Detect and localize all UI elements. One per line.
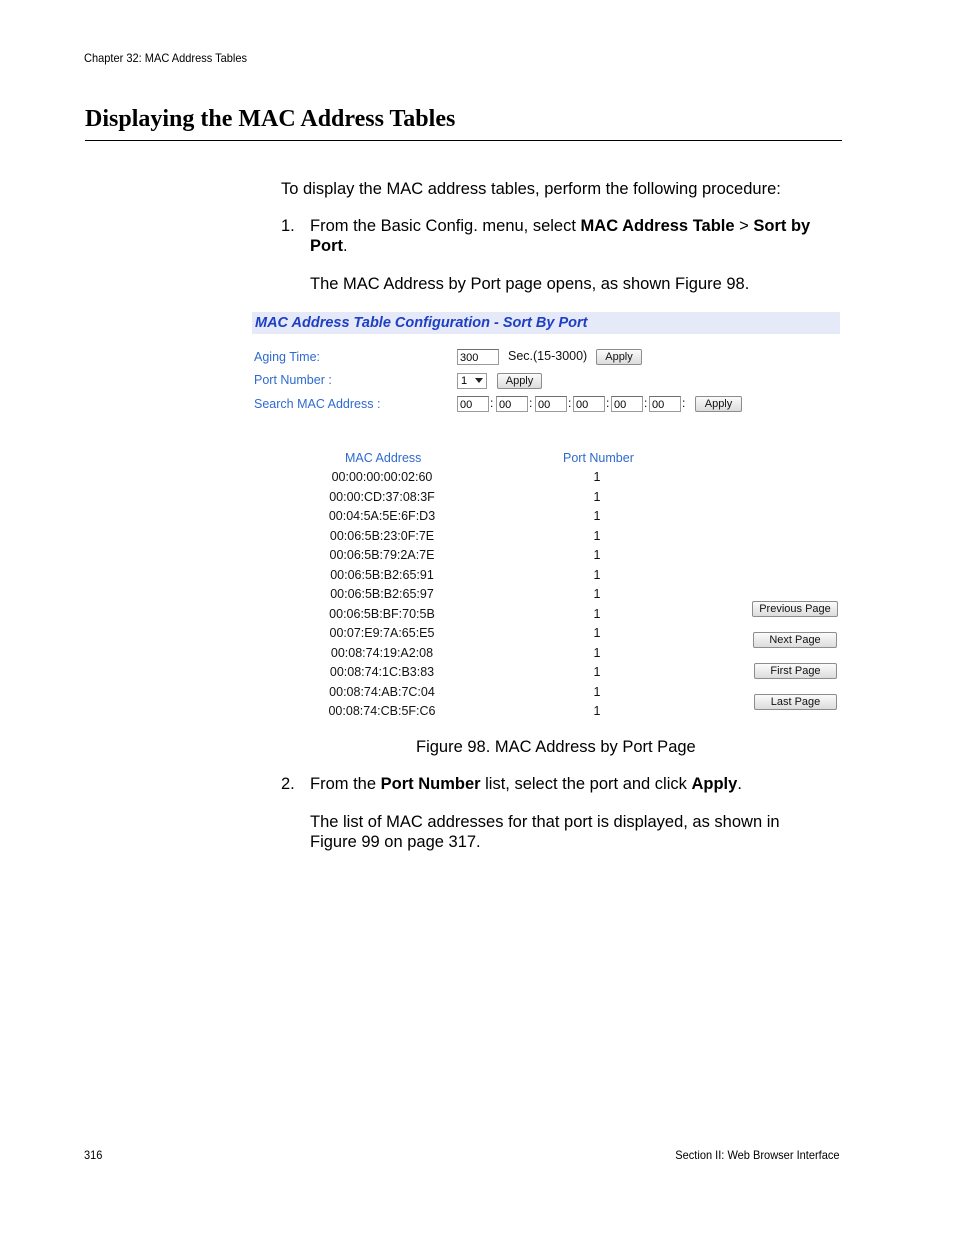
table-row — [322, 646, 672, 666]
search-mac-octet-1[interactable]: 00 — [457, 396, 489, 412]
port-number-value: 1 — [461, 375, 468, 387]
port-cell: 1 — [593, 470, 601, 484]
table-row — [322, 529, 672, 549]
step-2-post: . — [737, 775, 742, 793]
chevron-down-icon — [475, 378, 483, 383]
port-cell: 1 — [593, 684, 601, 699]
port-number-select[interactable] — [457, 373, 487, 389]
mac-cell: 00:06:5B:23:0F:7E — [329, 528, 435, 543]
step-2-mid: list, select the port and click — [480, 775, 692, 793]
octet-separator: : — [529, 396, 533, 410]
aging-apply-button[interactable]: Apply — [596, 349, 642, 365]
step-1-number: 1. — [281, 217, 295, 235]
mac-cell: 00:06:5B:B2:65:97 — [330, 587, 434, 601]
next-page-button[interactable]: Next Page — [753, 632, 837, 648]
step-2-button-name: Apply — [691, 775, 738, 793]
last-page-button[interactable]: Last Page — [754, 694, 837, 710]
aging-time-label: Aging Time: — [254, 350, 321, 364]
table-row — [322, 568, 672, 588]
mac-cell: 00:04:5A:5E:6F:D3 — [328, 509, 436, 523]
port-cell: 1 — [593, 548, 601, 562]
step-1-post: . — [343, 237, 348, 255]
table-row — [322, 548, 672, 568]
aging-time-unit: Sec.(15-3000) — [508, 349, 588, 363]
first-page-button[interactable]: First Page — [754, 663, 837, 679]
search-mac-octet-6[interactable]: 00 — [649, 396, 681, 412]
search-mac-label: Search MAC Address : — [254, 397, 381, 411]
table-row — [322, 509, 672, 529]
table-row — [322, 626, 672, 646]
step-1-result: The MAC Address by Port page opens, as shown Figure 98. — [310, 275, 750, 293]
port-cell: 1 — [593, 645, 601, 660]
step-2-number: 2. — [281, 775, 295, 793]
config-panel-header: MAC Address Table Configuration - Sort By Port — [252, 312, 840, 334]
table-row — [322, 607, 672, 627]
column-header-mac: MAC Address — [345, 451, 422, 465]
running-header: Chapter 32: MAC Address Tables — [84, 51, 248, 65]
step-2-field-name: Port Number — [380, 775, 481, 793]
table-row — [322, 470, 672, 490]
aging-time-input[interactable]: 300 — [457, 349, 499, 365]
step-2-result: The list of MAC addresses for that port is displayed, as shown in Figure 99 on page 317. — [310, 813, 780, 851]
mac-cell: 00:06:5B:BF:70:5B — [329, 606, 435, 621]
figure-screenshot — [252, 312, 842, 724]
step-1-submenu-item: Sort by Port — [310, 217, 811, 255]
port-cell: 1 — [593, 665, 601, 679]
mac-cell: 00:06:5B:79:2A:7E — [329, 548, 435, 562]
step-2-text — [310, 774, 845, 794]
search-mac-octet-5[interactable]: 00 — [611, 396, 643, 412]
step-1-separator: > — [734, 217, 754, 235]
table-row — [322, 704, 672, 724]
section-title: Displaying the MAC Address Tables — [85, 106, 456, 132]
footer-section: Section II: Web Browser Interface — [675, 1148, 840, 1162]
port-number-label: Port Number : — [254, 373, 332, 387]
previous-page-button[interactable]: Previous Page — [752, 601, 838, 617]
search-mac-octet-2[interactable]: 00 — [496, 396, 528, 412]
octet-separator: : — [644, 396, 648, 410]
port-cell: 1 — [593, 587, 601, 601]
mac-cell: 00:06:5B:B2:65:91 — [330, 567, 434, 582]
port-cell: 1 — [593, 567, 601, 582]
search-mac-octet-3[interactable]: 00 — [535, 396, 567, 412]
port-cell: 1 — [593, 528, 601, 543]
mac-cell: 00:08:74:19:A2:08 — [330, 645, 434, 660]
page-number: 316 — [84, 1148, 103, 1162]
octet-separator: : — [568, 396, 572, 410]
table-row — [322, 587, 672, 607]
octet-separator: : — [606, 396, 610, 410]
mac-cell: 00:07:E9:7A:65:E5 — [329, 626, 435, 640]
port-cell: 1 — [593, 606, 601, 621]
step-1-text — [310, 216, 845, 256]
title-rule — [85, 140, 842, 141]
table-row — [322, 490, 672, 510]
octet-separator: : — [682, 396, 686, 410]
port-cell: 1 — [593, 509, 601, 523]
port-apply-button[interactable]: Apply — [497, 373, 542, 389]
mac-cell: 00:00:00:00:02:60 — [331, 470, 433, 484]
table-row — [322, 685, 672, 705]
port-cell: 1 — [593, 489, 601, 504]
step-2-pre: From the — [310, 775, 381, 793]
column-header-port: Port Number — [563, 451, 634, 465]
octet-separator: : — [490, 396, 494, 410]
search-apply-button[interactable]: Apply — [695, 396, 742, 412]
intro-text: To display the MAC address tables, perform the following procedure: — [281, 180, 781, 198]
mac-cell: 00:08:74:1C:B3:83 — [329, 665, 435, 679]
search-mac-octet-4[interactable]: 00 — [573, 396, 605, 412]
table-row — [322, 665, 672, 685]
mac-cell: 00:08:74:CB:5F:C6 — [328, 704, 436, 718]
figure-caption: Figure 98. MAC Address by Port Page — [416, 738, 696, 756]
port-cell: 1 — [593, 704, 601, 718]
step-1-pre: From the Basic Config. menu, select — [310, 217, 581, 235]
mac-cell: 00:08:74:AB:7C:04 — [329, 684, 435, 699]
port-cell: 1 — [593, 626, 601, 640]
step-1-menu-item: MAC Address Table — [580, 217, 735, 235]
mac-cell: 00:00:CD:37:08:3F — [329, 489, 435, 504]
